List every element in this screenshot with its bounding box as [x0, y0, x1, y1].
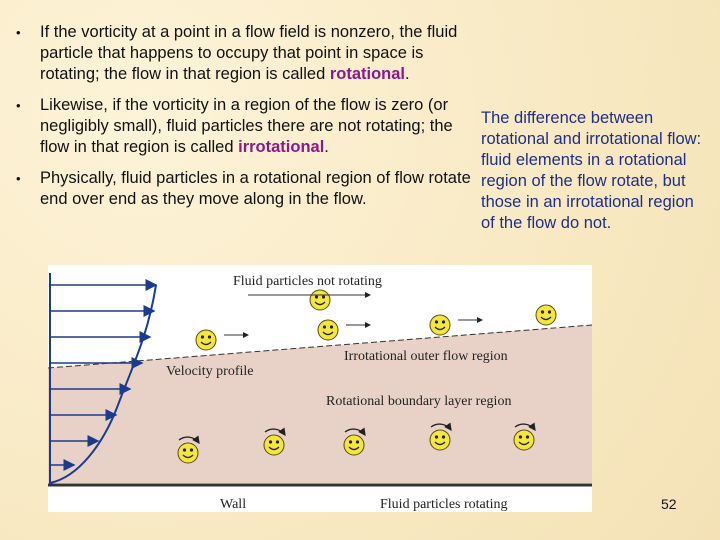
bullet-dot: •	[16, 171, 21, 186]
label-rotational: Rotational boundary layer region	[326, 394, 512, 409]
bullet-text-end: .	[324, 138, 329, 156]
bullet-text-end: .	[405, 65, 410, 83]
highlight-term: irrotational	[238, 138, 325, 156]
bullet-item-rotational	[12, 22, 472, 85]
label-wall: Wall	[220, 497, 247, 512]
flow-diagram	[48, 265, 592, 512]
label-not-rotating: Fluid particles not rotating	[233, 274, 382, 289]
bullet-list	[12, 22, 472, 220]
particle-face-icon	[310, 290, 330, 310]
label-velocity-profile: Velocity profile	[166, 364, 254, 379]
bullet-dot: •	[16, 98, 21, 113]
label-rotating: Fluid particles rotating	[380, 497, 508, 512]
label-irrotational: Irrotational outer flow region	[344, 349, 508, 364]
side-caption: The difference between rotational and irrotational flow: fluid elements in a rotational region of the flow rotate, but those in an irrotational region of the flow do not.	[481, 109, 702, 232]
flow-figure	[48, 265, 592, 512]
bullet-text: Physically, fluid particles in a rotational region of flow rotate end over end as they move along in the flow.	[40, 169, 471, 208]
page-number: 52	[661, 496, 677, 512]
bullet-item-physical	[12, 168, 472, 210]
bullet-dot: •	[16, 25, 21, 40]
bullet-item-irrotational	[12, 95, 472, 158]
highlight-term: rotational	[329, 65, 406, 83]
bullet-text: Likewise, if the vorticity in a region of the flow is zero (or negligibly small), fluid particles there are not rotating; the flow in that region is called	[40, 96, 453, 156]
bullet-text: If the vorticity at a point in a flow field is nonzero, the fluid particle that happens to occupy that point in space is rotating; the flow in that region is called	[40, 23, 458, 83]
